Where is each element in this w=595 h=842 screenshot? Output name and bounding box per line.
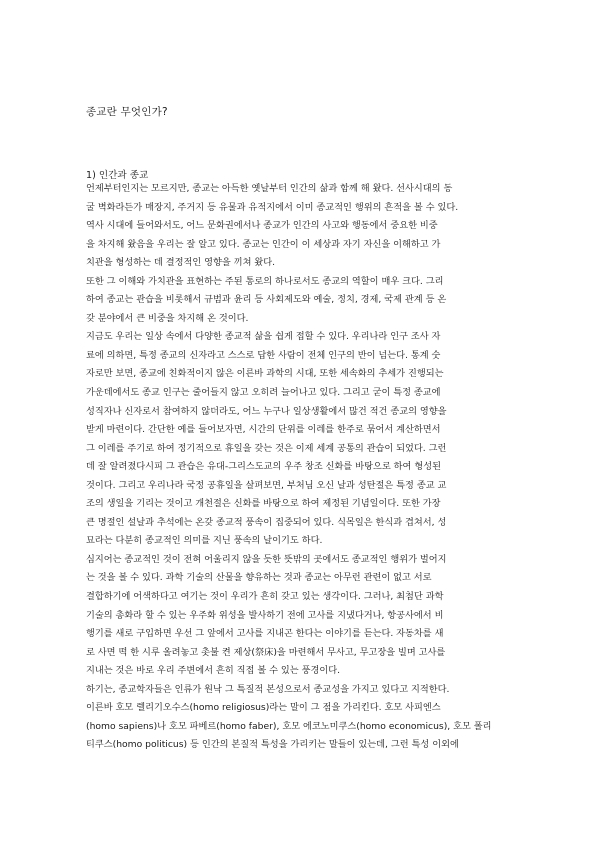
text-line: 데 잘 알려졌다시피 그 관습은 유대-그리스도교의 우주 창조 신화를 바탕으로 하여 형성된 (86, 461, 441, 473)
text-line: 언제부터인지는 모르지만, 종교는 아득한 옛날부터 인간의 삶과 함께 해 왔다. 선사시대의 동 (86, 183, 453, 194)
text-line: 심지어는 종교적인 것이 전혀 어울리지 않을 듯한 뜻밖의 곳에서도 종교적인 행위가 벌어지 (86, 553, 447, 565)
text-line: 큰 명절인 설날과 추석에는 온갖 종교적 풍속이 집중되어 있다. 식목일은 한식과 겹쳐서, 성 (86, 516, 447, 528)
section-heading: 1) 인간과 종교 (86, 170, 149, 181)
text-line: 는 것을 볼 수 있다. 과학 기술의 산물을 향유하는 것과 종교는 아무런 관련이 없고 서로 (86, 572, 432, 584)
body-text (86, 180, 510, 755)
text-line: 하여 종교는 관습을 비롯해서 규범과 윤리 등 사회제도와 예술, 정치, 경제, 국제 관계 등 온 (86, 294, 447, 306)
text-line: 치관을 형성하는 데 결정적인 영향을 끼쳐 왔다. (86, 257, 276, 269)
text-line: 티쿠스(homo politicus) 등 인간의 본질적 특성을 가리키는 말들이 있는데, 그런 특성 이외에 (86, 739, 459, 751)
text-line: 결합하기에 어색하다고 여기는 것이 우리가 흔히 갖고 있는 생각이다. 그러나, 최첨단 과학 (86, 591, 444, 603)
text-line: 기술의 총화라 할 수 있는 우주화 위성을 발사하기 전에 고사를 지냈다거나, 항공사에서 비 (86, 609, 444, 621)
text-line: 갖 분야에서 큰 비중을 차지해 온 것이다. (86, 312, 249, 324)
text-line: 성직자나 신자로서 참여하지 않더라도, 어느 누구나 일상생활에서 많건 적건 종교의 영향을 (86, 405, 447, 417)
text-line: 로 사면 떡 한 시루 올려놓고 촛불 켠 제상(祭床)을 마련해서 무사고, 무고장을 빌며 고사를 (86, 646, 446, 658)
text-line: 이른바 호모 렐리기오수스(homo religiosus)라는 말이 그 점을 가리킨다. 호모 사피엔스 (86, 702, 441, 714)
text-line: 조의 생일을 기리는 것이고 개천절은 신화를 바탕으로 하여 제정된 기념일이다. 또한 가장 (86, 498, 441, 510)
text-line: 가운데에서도 종교 인구는 줄어들지 않고 오히려 늘어나고 있다. 그리고 굳이 특정 종교에 (86, 387, 441, 399)
text-line: 지금도 우리는 일상 속에서 다양한 종교적 삶을 쉽게 접할 수 있다. 우리나라 인구 조사 자 (86, 331, 441, 343)
text-line: 굴 벽화라든가 매장지, 주거지 등 유물과 유적지에서 이미 종교적인 행위의 흔적을 볼 수 있다. (86, 201, 459, 213)
text-line: 을 차지해 왔음을 우리는 잘 알고 있다. 종교는 인간이 이 세상과 자기 자신을 이해하고 가 (86, 238, 441, 250)
text-line: 받게 마련이다. 간단한 예를 들어보자면, 시간의 단위를 이레를 한주로 묶어서 계산하면서 (86, 424, 441, 436)
text-line: 자로만 보면, 종교에 친화적이지 않은 이른바 과학의 시대, 또한 세속화의 추세가 진행되는 (86, 368, 444, 380)
text-line: 묘라는 다분히 종교적인 의미를 지닌 풍속의 날이기도 하다. (86, 535, 323, 547)
document-title: 종교란 무엇인가? (86, 106, 168, 118)
text-line: 그 이레를 주기로 하여 정기적으로 휴일을 갖는 것은 이제 세계 공통의 관습이 되었다. 그런 (86, 442, 447, 454)
text-line: 행기를 새로 구입하면 우선 그 앞에서 고사를 지내곤 한다는 이야기를 듣는다. 자동차를 새 (86, 628, 444, 640)
text-line: 또한 그 이해와 가치관을 표현하는 주된 통로의 하나로서도 종교의 역할이 매우 크다. 그리 (86, 275, 444, 287)
text-line: 역사 시대에 들어와서도, 어느 문화권에서나 종교가 인간의 사고와 행동에서 중요한 비중 (86, 220, 438, 232)
text-line: (homo sapiens)나 호모 파베르(homo faber), 호모 에코노미쿠스(homo economicus), 호모 폴리 (86, 720, 492, 732)
text-line: 하기는, 종교학자들은 인류가 원낙 그 특질적 본성으로서 종교성을 가지고 있다고 지적한다. (86, 683, 450, 695)
text-line: 료에 의하면, 특정 종교의 신자라고 스스로 답한 사람이 전체 인구의 반이 넘는다. 통계 숫 (86, 349, 441, 361)
text-line: 지내는 것은 바로 우리 주변에서 흔히 직접 볼 수 있는 풍경이다. (86, 665, 341, 677)
text-line: 것이다. 그리고 우리나라 국정 공휴일을 살펴보면, 부처님 오신 날과 성탄절은 특정 종교 교 (86, 479, 447, 491)
